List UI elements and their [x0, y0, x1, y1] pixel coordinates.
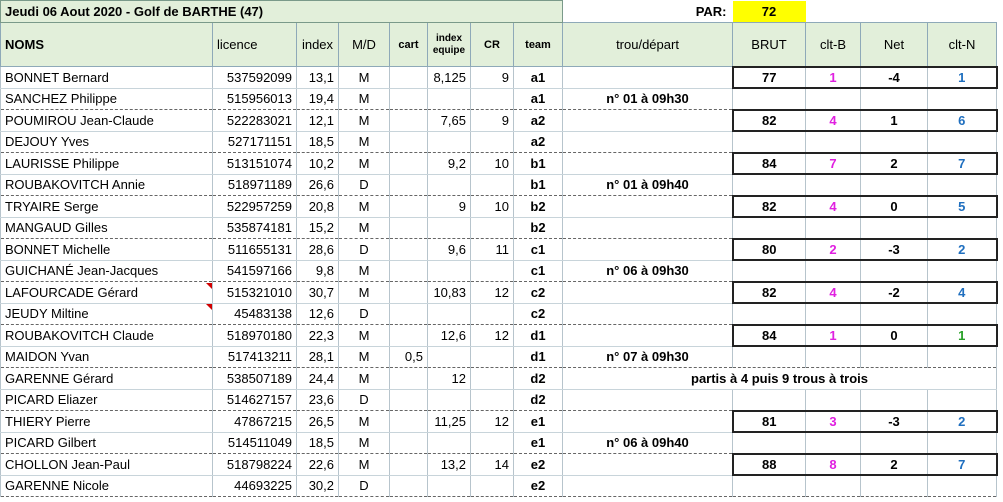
index-cell[interactable]: 28,6: [297, 239, 339, 261]
net-cell[interactable]: [861, 131, 928, 153]
cr-cell[interactable]: [471, 174, 514, 196]
net-cell[interactable]: 2: [861, 454, 928, 476]
md-cell[interactable]: D: [339, 174, 390, 196]
player-name[interactable]: PICARD Gilbert: [1, 432, 213, 454]
depart-cell[interactable]: n° 06 à 09h30: [563, 260, 733, 282]
index-equipe-cell[interactable]: 13,2: [428, 454, 471, 476]
brut-cell[interactable]: 82: [733, 196, 806, 218]
team-cell[interactable]: c1: [514, 239, 563, 261]
cart-cell[interactable]: [390, 110, 428, 132]
depart-cell[interactable]: [563, 389, 733, 411]
col-header-clt-n[interactable]: clt-N: [928, 23, 997, 67]
index-equipe-cell[interactable]: 7,65: [428, 110, 471, 132]
net-cell[interactable]: [861, 260, 928, 282]
licence-cell[interactable]: 518971189: [213, 174, 297, 196]
index-cell[interactable]: 10,2: [297, 153, 339, 175]
clt-n-cell[interactable]: 7: [928, 454, 997, 476]
index-equipe-cell[interactable]: [428, 432, 471, 454]
cr-cell[interactable]: 11: [471, 239, 514, 261]
cr-cell[interactable]: [471, 260, 514, 282]
clt-n-cell[interactable]: [928, 174, 997, 196]
col-header-md[interactable]: M/D: [339, 23, 390, 67]
brut-cell[interactable]: 82: [733, 282, 806, 304]
column-header-row: [1, 23, 997, 67]
depart-cell[interactable]: [563, 239, 733, 261]
licence-cell[interactable]: 518970180: [213, 325, 297, 347]
cr-cell[interactable]: [471, 368, 514, 390]
brut-cell[interactable]: [733, 389, 806, 411]
licence-cell[interactable]: 515321010: [213, 282, 297, 304]
table-row: [1, 432, 997, 454]
comment-indicator[interactable]: [206, 283, 212, 289]
team-cell[interactable]: d1: [514, 325, 563, 347]
player-name[interactable]: JEUDY Miltine: [1, 303, 213, 325]
cr-cell[interactable]: [471, 88, 514, 110]
brut-cell[interactable]: 80: [733, 239, 806, 261]
brut-cell[interactable]: 77: [733, 67, 806, 89]
md-cell[interactable]: M: [339, 153, 390, 175]
brut-cell[interactable]: [733, 346, 806, 368]
table-row: [1, 260, 997, 282]
title-row: [1, 1, 997, 23]
brut-cell[interactable]: 81: [733, 411, 806, 433]
index-equipe-cell[interactable]: [428, 217, 471, 239]
index-cell[interactable]: 12,1: [297, 110, 339, 132]
team-cell[interactable]: b1: [514, 153, 563, 175]
table-row: [1, 475, 997, 497]
comment-indicator[interactable]: [206, 304, 212, 310]
md-cell[interactable]: M: [339, 67, 390, 89]
licence-cell[interactable]: 47867215: [213, 411, 297, 433]
col-header-net[interactable]: Net: [861, 23, 928, 67]
depart-cell[interactable]: [563, 131, 733, 153]
depart-cell[interactable]: [563, 325, 733, 347]
clt-b-cell[interactable]: [806, 260, 861, 282]
index-cell[interactable]: 18,5: [297, 131, 339, 153]
index-equipe-cell[interactable]: [428, 346, 471, 368]
cart-cell[interactable]: [390, 368, 428, 390]
index-equipe-cell[interactable]: 8,125: [428, 67, 471, 89]
licence-cell[interactable]: 522957259: [213, 196, 297, 218]
net-cell[interactable]: [861, 217, 928, 239]
index-cell[interactable]: 23,6: [297, 389, 339, 411]
brut-cell[interactable]: [733, 303, 806, 325]
col-header-brut[interactable]: BRUT: [733, 23, 806, 67]
cr-cell[interactable]: [471, 303, 514, 325]
md-cell[interactable]: D: [339, 239, 390, 261]
clt-b-cell[interactable]: [806, 303, 861, 325]
index-cell[interactable]: 30,7: [297, 282, 339, 304]
brut-cell[interactable]: [733, 432, 806, 454]
clt-n-cell[interactable]: 2: [928, 239, 997, 261]
clt-b-cell[interactable]: [806, 475, 861, 497]
clt-n-cell[interactable]: [928, 131, 997, 153]
index-equipe-cell[interactable]: [428, 260, 471, 282]
brut-cell[interactable]: [733, 260, 806, 282]
cr-cell[interactable]: 9: [471, 67, 514, 89]
player-name[interactable]: ROUBAKOVITCH Claude: [1, 325, 213, 347]
col-header-trou-depart[interactable]: trou/départ: [563, 23, 733, 67]
team-cell[interactable]: a2: [514, 131, 563, 153]
table-row: [1, 303, 997, 325]
clt-n-cell[interactable]: [928, 389, 997, 411]
index-equipe-cell[interactable]: [428, 303, 471, 325]
index-cell[interactable]: 26,5: [297, 411, 339, 433]
depart-cell[interactable]: [563, 217, 733, 239]
clt-n-cell[interactable]: [928, 260, 997, 282]
licence-cell[interactable]: 44693225: [213, 475, 297, 497]
index-cell[interactable]: 9,8: [297, 260, 339, 282]
cart-cell[interactable]: [390, 67, 428, 89]
table-row: [1, 196, 997, 218]
cr-cell[interactable]: 10: [471, 153, 514, 175]
index-cell[interactable]: 15,2: [297, 217, 339, 239]
cr-cell[interactable]: 14: [471, 454, 514, 476]
licence-cell[interactable]: 511655131: [213, 239, 297, 261]
licence-cell[interactable]: 517413211: [213, 346, 297, 368]
cr-cell[interactable]: 9: [471, 110, 514, 132]
depart-note[interactable]: partis à 4 puis 9 trous à trois: [563, 368, 997, 390]
par-label[interactable]: PAR:: [695, 3, 727, 19]
index-equipe-cell[interactable]: 9: [428, 196, 471, 218]
table-row: [1, 174, 997, 196]
clt-n-cell[interactable]: 1: [928, 67, 997, 89]
cr-cell[interactable]: [471, 475, 514, 497]
cart-cell[interactable]: [390, 432, 428, 454]
col-header-index-equipe[interactable]: index equipe: [428, 23, 471, 67]
net-cell[interactable]: [861, 303, 928, 325]
index-equipe-cell[interactable]: 11,25: [428, 411, 471, 433]
table-row: [1, 282, 997, 304]
md-cell[interactable]: M: [339, 325, 390, 347]
team-cell[interactable]: b2: [514, 196, 563, 218]
player-name[interactable]: GUICHANÉ Jean-Jacques: [1, 260, 213, 282]
index-equipe-cell[interactable]: [428, 88, 471, 110]
cart-cell[interactable]: [390, 325, 428, 347]
player-name[interactable]: MANGAUD Gilles: [1, 217, 213, 239]
depart-cell[interactable]: n° 01 à 09h30: [563, 88, 733, 110]
table-row: [1, 88, 997, 110]
cart-cell[interactable]: [390, 131, 428, 153]
md-cell[interactable]: M: [339, 411, 390, 433]
md-cell[interactable]: M: [339, 454, 390, 476]
net-cell[interactable]: 0: [861, 325, 928, 347]
depart-cell[interactable]: [563, 303, 733, 325]
depart-cell[interactable]: [563, 411, 733, 433]
net-cell[interactable]: [861, 475, 928, 497]
clt-b-cell[interactable]: [806, 88, 861, 110]
index-equipe-cell[interactable]: 9,6: [428, 239, 471, 261]
sheet-title[interactable]: Jeudi 06 Aout 2020 - Golf de BARTHE (47): [1, 1, 563, 23]
player-name[interactable]: GARENNE Nicole: [1, 475, 213, 497]
clt-b-cell[interactable]: [806, 174, 861, 196]
player-name[interactable]: LAFOURCADE Gérard: [1, 282, 213, 304]
clt-b-cell[interactable]: 4: [806, 110, 861, 132]
net-cell[interactable]: 1: [861, 110, 928, 132]
cart-cell[interactable]: [390, 389, 428, 411]
licence-cell[interactable]: 518798224: [213, 454, 297, 476]
table-row: [1, 454, 997, 476]
cart-cell[interactable]: [390, 88, 428, 110]
licence-cell[interactable]: 527171151: [213, 131, 297, 153]
clt-n-cell[interactable]: 4: [928, 282, 997, 304]
brut-cell[interactable]: 88: [733, 454, 806, 476]
index-equipe-cell[interactable]: [428, 475, 471, 497]
index-cell[interactable]: 26,6: [297, 174, 339, 196]
clt-b-cell[interactable]: 7: [806, 153, 861, 175]
net-cell[interactable]: 2: [861, 153, 928, 175]
depart-cell[interactable]: n° 06 à 09h40: [563, 432, 733, 454]
col-header-noms[interactable]: NOMS: [1, 23, 213, 67]
cr-cell[interactable]: [471, 131, 514, 153]
clt-b-cell[interactable]: [806, 432, 861, 454]
team-cell[interactable]: a1: [514, 88, 563, 110]
net-cell[interactable]: [861, 88, 928, 110]
clt-n-cell[interactable]: 7: [928, 153, 997, 175]
index-equipe-cell[interactable]: 12: [428, 368, 471, 390]
depart-cell[interactable]: n° 01 à 09h40: [563, 174, 733, 196]
clt-b-cell[interactable]: [806, 217, 861, 239]
brut-cell[interactable]: 84: [733, 325, 806, 347]
clt-b-cell[interactable]: [806, 346, 861, 368]
index-cell[interactable]: 12,6: [297, 303, 339, 325]
index-cell[interactable]: 20,8: [297, 196, 339, 218]
index-cell[interactable]: 22,6: [297, 454, 339, 476]
player-name[interactable]: CHOLLON Jean-Paul: [1, 454, 213, 476]
clt-n-cell[interactable]: [928, 475, 997, 497]
licence-cell[interactable]: 514627157: [213, 389, 297, 411]
cr-cell[interactable]: [471, 432, 514, 454]
cr-cell[interactable]: 12: [471, 325, 514, 347]
md-cell[interactable]: M: [339, 432, 390, 454]
cart-cell[interactable]: [390, 282, 428, 304]
brut-cell[interactable]: [733, 131, 806, 153]
md-cell[interactable]: M: [339, 131, 390, 153]
index-equipe-cell[interactable]: 10,83: [428, 282, 471, 304]
col-header-cr[interactable]: CR: [471, 23, 514, 67]
col-header-team[interactable]: team: [514, 23, 563, 67]
cr-cell[interactable]: 12: [471, 282, 514, 304]
licence-cell[interactable]: 535874181: [213, 217, 297, 239]
player-name[interactable]: PICARD Eliazer: [1, 389, 213, 411]
clt-n-cell[interactable]: 6: [928, 110, 997, 132]
index-cell[interactable]: 24,4: [297, 368, 339, 390]
cart-cell[interactable]: 0,5: [390, 346, 428, 368]
md-cell[interactable]: M: [339, 260, 390, 282]
md-cell[interactable]: M: [339, 346, 390, 368]
index-cell[interactable]: 22,3: [297, 325, 339, 347]
cr-cell[interactable]: 12: [471, 411, 514, 433]
team-cell[interactable]: e1: [514, 432, 563, 454]
index-cell[interactable]: 30,2: [297, 475, 339, 497]
table-row: [1, 325, 997, 347]
col-header-licence[interactable]: licence: [213, 23, 297, 67]
index-cell[interactable]: 28,1: [297, 346, 339, 368]
cart-cell[interactable]: [390, 303, 428, 325]
clt-n-cell[interactable]: [928, 346, 997, 368]
clt-b-cell[interactable]: 1: [806, 325, 861, 347]
table-row: [1, 67, 997, 89]
cart-cell[interactable]: [390, 153, 428, 175]
index-equipe-cell[interactable]: [428, 174, 471, 196]
cr-cell[interactable]: [471, 217, 514, 239]
player-name[interactable]: GARENNE Gérard: [1, 368, 213, 390]
net-cell[interactable]: -3: [861, 411, 928, 433]
team-cell[interactable]: c2: [514, 303, 563, 325]
player-name[interactable]: SANCHEZ Philippe: [1, 88, 213, 110]
cart-cell[interactable]: [390, 239, 428, 261]
index-cell[interactable]: 13,1: [297, 67, 339, 89]
empty-cell[interactable]: [928, 1, 997, 23]
md-cell[interactable]: D: [339, 475, 390, 497]
net-cell[interactable]: -3: [861, 239, 928, 261]
brut-cell[interactable]: [733, 88, 806, 110]
index-equipe-cell[interactable]: 9,2: [428, 153, 471, 175]
team-cell[interactable]: c2: [514, 282, 563, 304]
col-header-index[interactable]: index: [297, 23, 339, 67]
index-cell[interactable]: 19,4: [297, 88, 339, 110]
table-row: [1, 110, 997, 132]
player-name[interactable]: MAIDON Yvan: [1, 346, 213, 368]
depart-cell[interactable]: [563, 153, 733, 175]
md-cell[interactable]: M: [339, 110, 390, 132]
net-cell[interactable]: [861, 346, 928, 368]
clt-b-cell[interactable]: [806, 131, 861, 153]
cart-cell[interactable]: [390, 454, 428, 476]
md-cell[interactable]: D: [339, 389, 390, 411]
md-cell[interactable]: M: [339, 282, 390, 304]
depart-cell[interactable]: [563, 282, 733, 304]
cart-cell[interactable]: [390, 475, 428, 497]
player-name[interactable]: LAURISSE Philippe: [1, 153, 213, 175]
depart-cell[interactable]: [563, 67, 733, 89]
licence-cell[interactable]: 515956013: [213, 88, 297, 110]
licence-cell[interactable]: 522283021: [213, 110, 297, 132]
player-name[interactable]: BONNET Bernard: [1, 67, 213, 89]
index-equipe-cell[interactable]: [428, 131, 471, 153]
clt-n-cell[interactable]: 1: [928, 325, 997, 347]
index-equipe-cell[interactable]: 12,6: [428, 325, 471, 347]
cart-cell[interactable]: [390, 411, 428, 433]
player-name[interactable]: POUMIROU Jean-Claude: [1, 110, 213, 132]
depart-cell[interactable]: [563, 454, 733, 476]
team-cell[interactable]: a2: [514, 110, 563, 132]
brut-cell[interactable]: [733, 174, 806, 196]
table-row: [1, 131, 997, 153]
md-cell[interactable]: M: [339, 88, 390, 110]
index-cell[interactable]: 18,5: [297, 432, 339, 454]
clt-b-cell[interactable]: 1: [806, 67, 861, 89]
licence-cell[interactable]: 541597166: [213, 260, 297, 282]
net-cell[interactable]: -4: [861, 67, 928, 89]
team-cell[interactable]: b1: [514, 174, 563, 196]
net-cell[interactable]: [861, 389, 928, 411]
brut-cell[interactable]: [733, 217, 806, 239]
clt-n-cell[interactable]: [928, 432, 997, 454]
md-cell[interactable]: D: [339, 303, 390, 325]
clt-n-cell[interactable]: [928, 217, 997, 239]
net-cell[interactable]: [861, 432, 928, 454]
col-header-cart[interactable]: cart: [390, 23, 428, 67]
team-cell[interactable]: e2: [514, 454, 563, 476]
brut-cell[interactable]: 82: [733, 110, 806, 132]
empty-cell[interactable]: [861, 1, 928, 23]
brut-cell[interactable]: [733, 475, 806, 497]
team-cell[interactable]: a1: [514, 67, 563, 89]
col-header-clt-b[interactable]: clt-B: [806, 23, 861, 67]
team-cell[interactable]: d2: [514, 389, 563, 411]
table-row: [1, 346, 997, 368]
cart-cell[interactable]: [390, 260, 428, 282]
md-cell[interactable]: M: [339, 217, 390, 239]
cr-cell[interactable]: [471, 346, 514, 368]
cart-cell[interactable]: [390, 174, 428, 196]
team-cell[interactable]: e2: [514, 475, 563, 497]
par-value[interactable]: 72: [733, 1, 806, 23]
team-cell[interactable]: d1: [514, 346, 563, 368]
team-cell[interactable]: d2: [514, 368, 563, 390]
table-row: [1, 153, 997, 175]
licence-cell[interactable]: 537592099: [213, 67, 297, 89]
empty-cell[interactable]: [806, 1, 861, 23]
player-name[interactable]: DEJOUY Yves: [1, 131, 213, 153]
brut-cell[interactable]: 84: [733, 153, 806, 175]
team-cell[interactable]: e1: [514, 411, 563, 433]
net-cell[interactable]: 0: [861, 196, 928, 218]
depart-cell[interactable]: [563, 475, 733, 497]
table-row: [1, 368, 997, 390]
clt-n-cell[interactable]: [928, 303, 997, 325]
table-row: [1, 389, 997, 411]
clt-b-cell[interactable]: 4: [806, 282, 861, 304]
team-cell[interactable]: b2: [514, 217, 563, 239]
cr-cell[interactable]: [471, 389, 514, 411]
md-cell[interactable]: M: [339, 196, 390, 218]
licence-cell[interactable]: 45483138: [213, 303, 297, 325]
clt-b-cell[interactable]: 3: [806, 411, 861, 433]
clt-b-cell[interactable]: 4: [806, 196, 861, 218]
cart-cell[interactable]: [390, 196, 428, 218]
index-equipe-cell[interactable]: [428, 389, 471, 411]
player-name[interactable]: BONNET Michelle: [1, 239, 213, 261]
net-cell[interactable]: [861, 174, 928, 196]
licence-cell[interactable]: 538507189: [213, 368, 297, 390]
licence-cell[interactable]: 514511049: [213, 432, 297, 454]
clt-n-cell[interactable]: 2: [928, 411, 997, 433]
clt-b-cell[interactable]: 8: [806, 454, 861, 476]
cr-cell[interactable]: 10: [471, 196, 514, 218]
cart-cell[interactable]: [390, 217, 428, 239]
net-cell[interactable]: -2: [861, 282, 928, 304]
depart-cell[interactable]: [563, 196, 733, 218]
clt-n-cell[interactable]: 5: [928, 196, 997, 218]
table-row: [1, 239, 997, 261]
clt-b-cell[interactable]: [806, 389, 861, 411]
licence-cell[interactable]: 513151074: [213, 153, 297, 175]
clt-n-cell[interactable]: [928, 88, 997, 110]
team-cell[interactable]: c1: [514, 260, 563, 282]
md-cell[interactable]: M: [339, 368, 390, 390]
player-name[interactable]: TRYAIRE Serge: [1, 196, 213, 218]
depart-cell[interactable]: n° 07 à 09h30: [563, 346, 733, 368]
table-row: [1, 411, 997, 433]
clt-b-cell[interactable]: 2: [806, 239, 861, 261]
player-name[interactable]: THIERY Pierre: [1, 411, 213, 433]
table-row: [1, 217, 997, 239]
depart-cell[interactable]: [563, 110, 733, 132]
player-name[interactable]: ROUBAKOVITCH Annie: [1, 174, 213, 196]
